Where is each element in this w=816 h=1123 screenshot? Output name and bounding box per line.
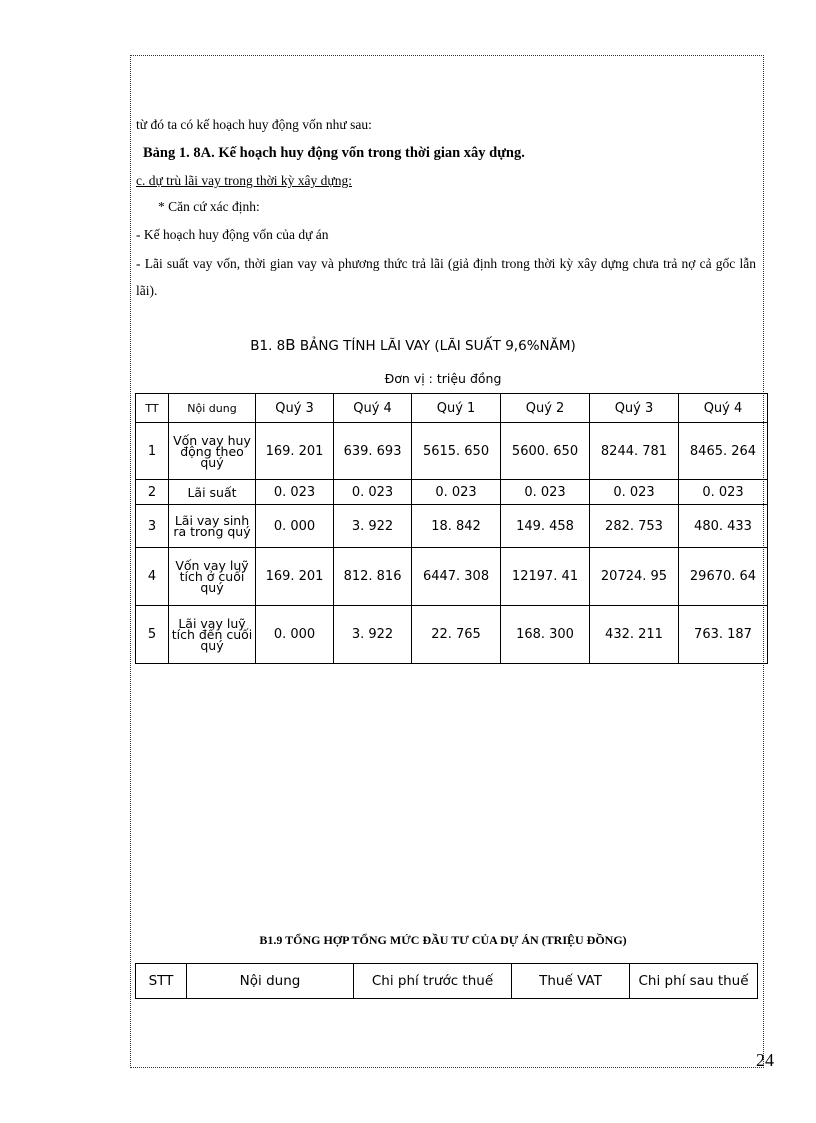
cell: 169. 201 xyxy=(256,423,334,480)
table-header-row xyxy=(136,964,758,999)
row-label: Lãi vay sinh ra trong quý xyxy=(169,505,256,548)
table-b18-title-prefix: B1. 8 xyxy=(250,338,286,354)
cell: 0. 023 xyxy=(678,480,767,505)
header-tt: TT xyxy=(136,394,169,423)
section-c-heading xyxy=(136,173,352,189)
table-row xyxy=(136,548,768,606)
cell: 763. 187 xyxy=(678,606,767,664)
table-b18-title-b: B xyxy=(285,336,296,354)
cell: 0. 023 xyxy=(590,480,679,505)
cell: 12197. 41 xyxy=(501,548,590,606)
cell: 149. 458 xyxy=(501,505,590,548)
cell: 18. 842 xyxy=(412,505,501,548)
cell: 0. 023 xyxy=(501,480,590,505)
page-number: 24 xyxy=(756,1050,774,1070)
cell: 22. 765 xyxy=(412,606,501,664)
cell: 639. 693 xyxy=(334,423,412,480)
row-label: Vốn vay luỹ tích ở cuối quý xyxy=(169,548,256,606)
header-vat: Thuế VAT xyxy=(512,964,630,999)
cell: 168. 300 xyxy=(501,606,590,664)
cell: 3. 922 xyxy=(334,606,412,664)
table-row xyxy=(136,606,768,664)
cell: 5615. 650 xyxy=(412,423,501,480)
cell: 0. 023 xyxy=(412,480,501,505)
cell: 282. 753 xyxy=(590,505,679,548)
cell: 480. 433 xyxy=(678,505,767,548)
cell: 169. 201 xyxy=(256,548,334,606)
header-after-tax: Chi phí sau thuế xyxy=(630,964,758,999)
cell: 3. 922 xyxy=(334,505,412,548)
cell: 6447. 308 xyxy=(412,548,501,606)
cell: 8465. 264 xyxy=(678,423,767,480)
cell: 29670. 64 xyxy=(678,548,767,606)
cell: 0. 023 xyxy=(334,480,412,505)
header-pre-tax: Chi phí trước thuế xyxy=(354,964,512,999)
row-label: Lãi suất xyxy=(169,480,256,505)
table-row xyxy=(136,505,768,548)
header-q4: Quý 4 xyxy=(334,394,412,423)
row-tt: 4 xyxy=(136,548,169,606)
cell: 0. 023 xyxy=(256,480,334,505)
row-label: Vốn vay huy động theo quý xyxy=(169,423,256,480)
cell: 8244. 781 xyxy=(590,423,679,480)
header-content: Nội dung xyxy=(187,964,354,999)
header-q3b: Quý 3 xyxy=(590,394,679,423)
header-q2: Quý 2 xyxy=(501,394,590,423)
interest-table xyxy=(135,393,768,664)
table-row xyxy=(136,423,768,480)
bullet-1: - Kế hoạch huy động vốn của dự án xyxy=(136,227,329,242)
intro-text: từ đó ta có kế hoạch huy động vốn như sau: xyxy=(136,117,372,132)
row-tt: 5 xyxy=(136,606,169,664)
header-content: Nội dung xyxy=(169,394,256,423)
row-label: Lãi vay luỹ tích đến cuối quý xyxy=(169,606,256,664)
row-tt: 1 xyxy=(136,423,169,480)
table-header-row xyxy=(136,394,768,423)
header-stt: STT xyxy=(136,964,187,999)
cell: 812. 816 xyxy=(334,548,412,606)
table-b18-title xyxy=(0,336,816,354)
cell: 0. 000 xyxy=(256,505,334,548)
bullet-2: - Lãi suất vay vốn, thời gian vay và phương thức trả lãi (giả định trong thời kỳ xây dựng chưa trả nợ cả gốc lẫn lãi). xyxy=(136,256,756,298)
row-tt: 3 xyxy=(136,505,169,548)
cell: 20724. 95 xyxy=(590,548,679,606)
section-c-text: c. dự trù lãi vay trong thời kỳ xây dựng: xyxy=(136,173,352,188)
cell: 5600. 650 xyxy=(501,423,590,480)
header-q3: Quý 3 xyxy=(256,394,334,423)
investment-summary-table xyxy=(135,963,758,999)
table-row xyxy=(136,480,768,505)
heading-table-1-8a: Bảng 1. 8A. Kế hoạch huy động vốn trong thời gian xây dựng. xyxy=(143,145,525,161)
row-tt: 2 xyxy=(136,480,169,505)
cell: 432. 211 xyxy=(590,606,679,664)
header-q4b: Quý 4 xyxy=(678,394,767,423)
table-b18-unit: Đơn vị : triệu đồng xyxy=(384,371,502,386)
basis-text: * Căn cứ xác định: xyxy=(158,199,260,214)
table-b18-title-rest: BẢNG TÍNH LÃI VAY (LÃI SUẤT 9,6%NĂM) xyxy=(295,338,576,354)
header-q1: Quý 1 xyxy=(412,394,501,423)
cell: 0. 000 xyxy=(256,606,334,664)
table-b19-title: B1.9 TỔNG HỢP TỔNG MỨC ĐẦU TƯ CỦA DỰ ÁN (TRIỆU ĐỒNG) xyxy=(259,933,627,947)
